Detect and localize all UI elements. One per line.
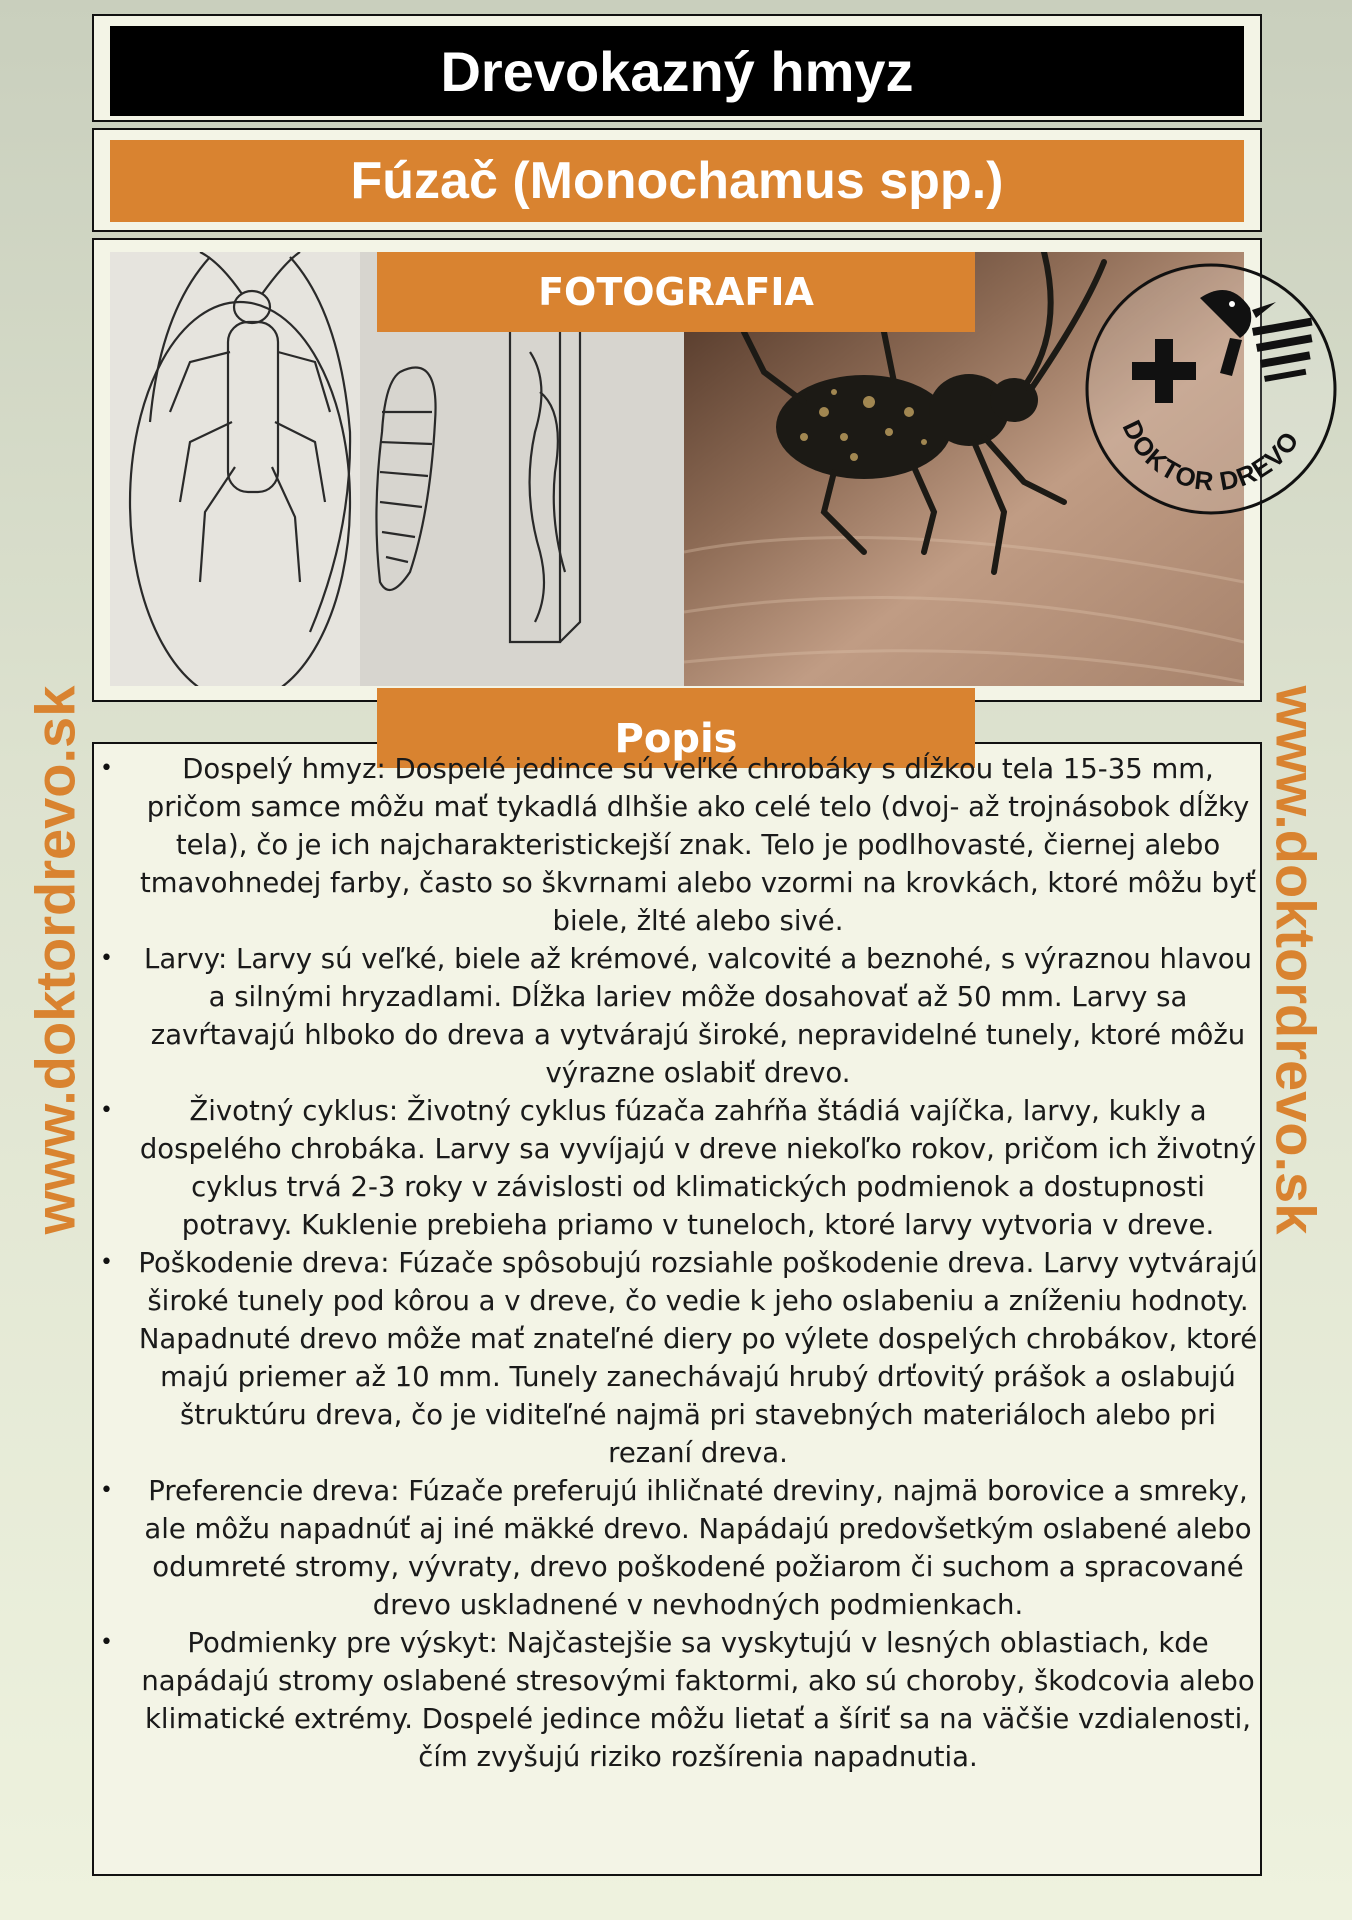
side-url-left[interactable]: www.doktordrevo.sk xyxy=(23,685,87,1235)
side-url-right[interactable]: www.doktordrevo.sk xyxy=(1264,685,1328,1235)
photo-section-label: FOTOGRAFIA xyxy=(377,252,975,332)
logo-text: DOKTOR DREVO xyxy=(1116,415,1306,497)
description-item-wood-preference: • Preferencie dreva: Fúzače preferujú ihličnaté dreviny, najmä borovice a smreky, ale môžu napadnúť aj iné mäkké drevo. Napádajú predovšetkým oslabené alebo odumreté stromy, vývraty, drevo poškodené požiarom či suchom a spracované drevo uskladnené v nevhodných podmienkach. xyxy=(100,1472,1260,1624)
description-item-larvae: • Larvy: Larvy sú veľké, biele až krémové, valcovité a beznohé, s výraznou hlavou a silnými hryzadlami. Dĺžka lariev môže dosahovať až 50 mm. Larvy sa zavŕtavajú hlboko do dreva a vytvárajú široké, nepravidelné tunely, ktoré môžu výrazne oslabiť drevo. xyxy=(100,940,1260,1092)
description-item-damage: • Poškodenie dreva: Fúzače spôsobujú rozsiahle poškodenie dreva. Larvy vytvárajú široké tunely pod kôrou a v dreve, čo vedie k jeho oslabeniu a zníženiu hodnoty. Napadnuté drevo môže mať znateľné diery po výlete dospelých chrobákov, ktoré majú priemer až 10 mm. Tunely zanechávajú hrubý drťovitý prášok a oslabujú štruktúru dreva, čo je viditeľné najmä pri stavebných materiáloch alebo pri rezaní dreva. xyxy=(100,1244,1260,1472)
description-list xyxy=(100,750,1260,1776)
species-title: Fúzač (Monochamus spp.) xyxy=(110,140,1244,222)
woodpecker-cross-logo-icon xyxy=(1080,258,1342,520)
description-label: Popis xyxy=(377,688,975,768)
description-item-occurrence: • Podmienky pre výskyt: Najčastejšie sa vyskytujú v lesných oblastiach, kde napádajú stromy oslabené stresovými faktormi, ako sú choroby, škodcovia alebo klimatické extrémy. Dospelé jedince môžu lietať a šíriť sa na väčšie vzdialenosti, čím zvyšujú riziko rozšírenia napadnutia. xyxy=(100,1624,1260,1776)
doktor-drevo-logo xyxy=(1080,258,1342,520)
page-title: Drevokazný hmyz xyxy=(110,26,1244,116)
description-item-adult: • Dospelý hmyz: Dospelé jedince sú veľké chrobáky s dĺžkou tela 15-35 mm, pričom samce môžu mať tykadlá dlhšie ako celé telo (dvoj- až trojnásobok dĺžky tela), čo je ich najcharakteristickejší znak. Telo je podlhovasté, čiernej alebo tmavohnedej farby, často so škvrnami alebo vzormi na krovkách, ktoré môžu byť biele, žlté alebo sivé. xyxy=(100,750,1260,940)
description-item-life-cycle: • Životný cyklus: Životný cyklus fúzača zahŕňa štádiá vajíčka, larvy, kukly a dospelého chrobáka. Larvy sa vyvíjajú v dreve niekoľko rokov, pričom ich životný cyklus trvá 2-3 roky v závislosti od klimatických podmienok a dostupnosti potravy. Kuklenie prebieha priamo v tuneloch, ktoré larvy vytvoria v dreve. xyxy=(100,1092,1260,1244)
